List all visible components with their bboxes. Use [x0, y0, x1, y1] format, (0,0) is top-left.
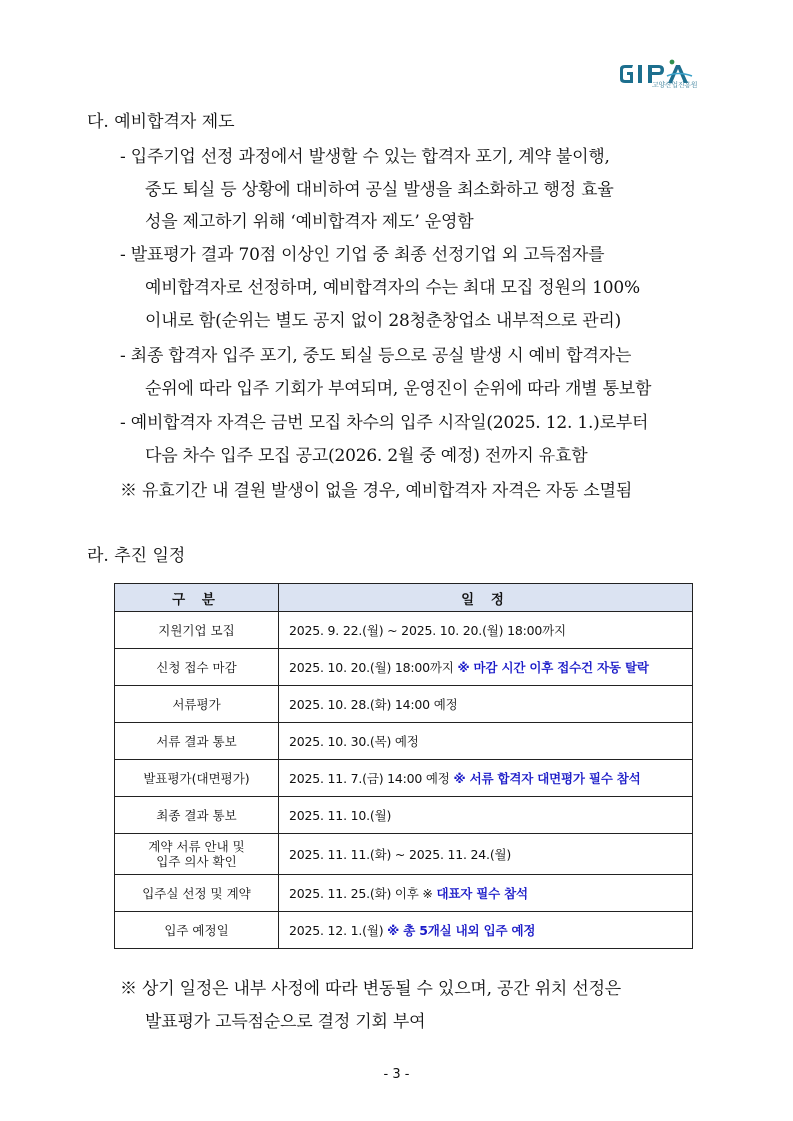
schedule-footnote: 발표평가 고득점순으로 결정 기회 부여	[145, 1012, 426, 1032]
bullet-line: 성을 제고하기 위해 ‘예비합격자 제도’ 운영함	[145, 212, 474, 232]
table-row	[115, 649, 693, 686]
row-category: 입주 예정일	[115, 912, 279, 949]
table-header-row	[115, 584, 693, 612]
row-schedule: 2025. 9. 22.(월) ~ 2025. 10. 20.(월) 18:00까지	[279, 612, 693, 649]
table-row	[115, 686, 693, 723]
row-schedule: 2025. 11. 7.(금) 14:00 예정 ※ 서류 합격자 대면평가 필수 참석	[279, 760, 693, 797]
section-da-heading: 다. 예비합격자 제도	[87, 112, 235, 132]
bullet-line: 순위에 따라 입주 기회가 부여되며, 운영진이 순위에 따라 개별 통보함	[145, 379, 652, 399]
row-category: 발표평가(대면평가)	[115, 760, 279, 797]
bullet-line: 이내로 함(순위는 별도 공지 없이 28청춘창업소 내부적으로 관리)	[145, 311, 622, 331]
row-category: 신청 접수 마감	[115, 649, 279, 686]
row-note: ※ 서류 합격자 대면평가 필수 참석	[453, 771, 641, 786]
schedule-footnote: ※ 상기 일정은 내부 사정에 따라 변동될 수 있으며, 공간 위치 선정은	[120, 979, 622, 999]
row-schedule: 2025. 10. 28.(화) 14:00 예정	[279, 686, 693, 723]
row-category: 최종 결과 통보	[115, 797, 279, 834]
table-row	[115, 912, 693, 949]
row-note: ※ 총 5개실 내외 입주 예정	[387, 923, 536, 938]
bullet-line: 예비합격자로 선정하며, 예비합격자의 수는 최대 모집 정원의 100%	[145, 278, 640, 298]
table-row	[115, 834, 693, 875]
section-ra-heading: 라. 추진 일정	[87, 546, 186, 566]
row-schedule: 2025. 11. 25.(화) 이후 ※ 대표자 필수 참석	[279, 875, 693, 912]
row-category: 지원기업 모집	[115, 612, 279, 649]
table-row	[115, 612, 693, 649]
schedule-table	[114, 583, 693, 949]
row-category: 입주실 선정 및 계약	[115, 875, 279, 912]
bullet-line: 다음 차수 입주 모집 공고(2026. 2월 중 예정) 전까지 유효함	[145, 446, 588, 466]
bullet-line: 중도 퇴실 등 상황에 대비하여 공실 발생을 최소화하고 행정 효율	[145, 180, 614, 200]
table-row	[115, 723, 693, 760]
row-category: 서류 결과 통보	[115, 723, 279, 760]
page-number: - 3 -	[383, 1067, 410, 1082]
bullet-line: - 최종 합격자 입주 포기, 중도 퇴실 등으로 공실 발생 시 예비 합격자는	[120, 346, 632, 366]
validity-note: ※ 유효기간 내 결원 발생이 없을 경우, 예비합격자 자격은 자동 소멸됨	[120, 481, 633, 501]
row-category: 서류평가	[115, 686, 279, 723]
row-schedule: 2025. 11. 10.(월)	[279, 797, 693, 834]
bullet-line: - 예비합격자 자격은 금번 모집 차수의 입주 시작일(2025. 12. 1.)로부터	[120, 413, 649, 433]
header-category: 구 분	[115, 584, 279, 612]
row-schedule: 2025. 11. 11.(화) ~ 2025. 11. 24.(월)	[279, 834, 693, 875]
row-schedule: 2025. 10. 20.(월) 18:00까지 ※ 마감 시간 이후 접수건 자동 탈락	[279, 649, 693, 686]
row-category: 계약 서류 안내 및 입주 의사 확인	[115, 834, 279, 875]
logo-subtitle: 고양산업진흥원	[652, 81, 698, 89]
row-schedule: 2025. 12. 1.(월) ※ 총 5개실 내외 입주 예정	[279, 912, 693, 949]
row-note: 대표자 필수 참석	[436, 886, 528, 901]
gipa-logo	[614, 56, 726, 98]
row-note: ※ 마감 시간 이후 접수건 자동 탈락	[457, 660, 649, 675]
header-schedule: 일 정	[279, 584, 693, 612]
bullet-line: - 입주기업 선정 과정에서 발생할 수 있는 합격자 포기, 계약 불이행,	[120, 147, 610, 167]
bullet-line: - 발표평가 결과 70점 이상인 기업 중 최종 선정기업 외 고득점자를	[120, 245, 605, 265]
table-row	[115, 875, 693, 912]
table-row	[115, 760, 693, 797]
row-schedule: 2025. 10. 30.(목) 예정	[279, 723, 693, 760]
table-row	[115, 797, 693, 834]
